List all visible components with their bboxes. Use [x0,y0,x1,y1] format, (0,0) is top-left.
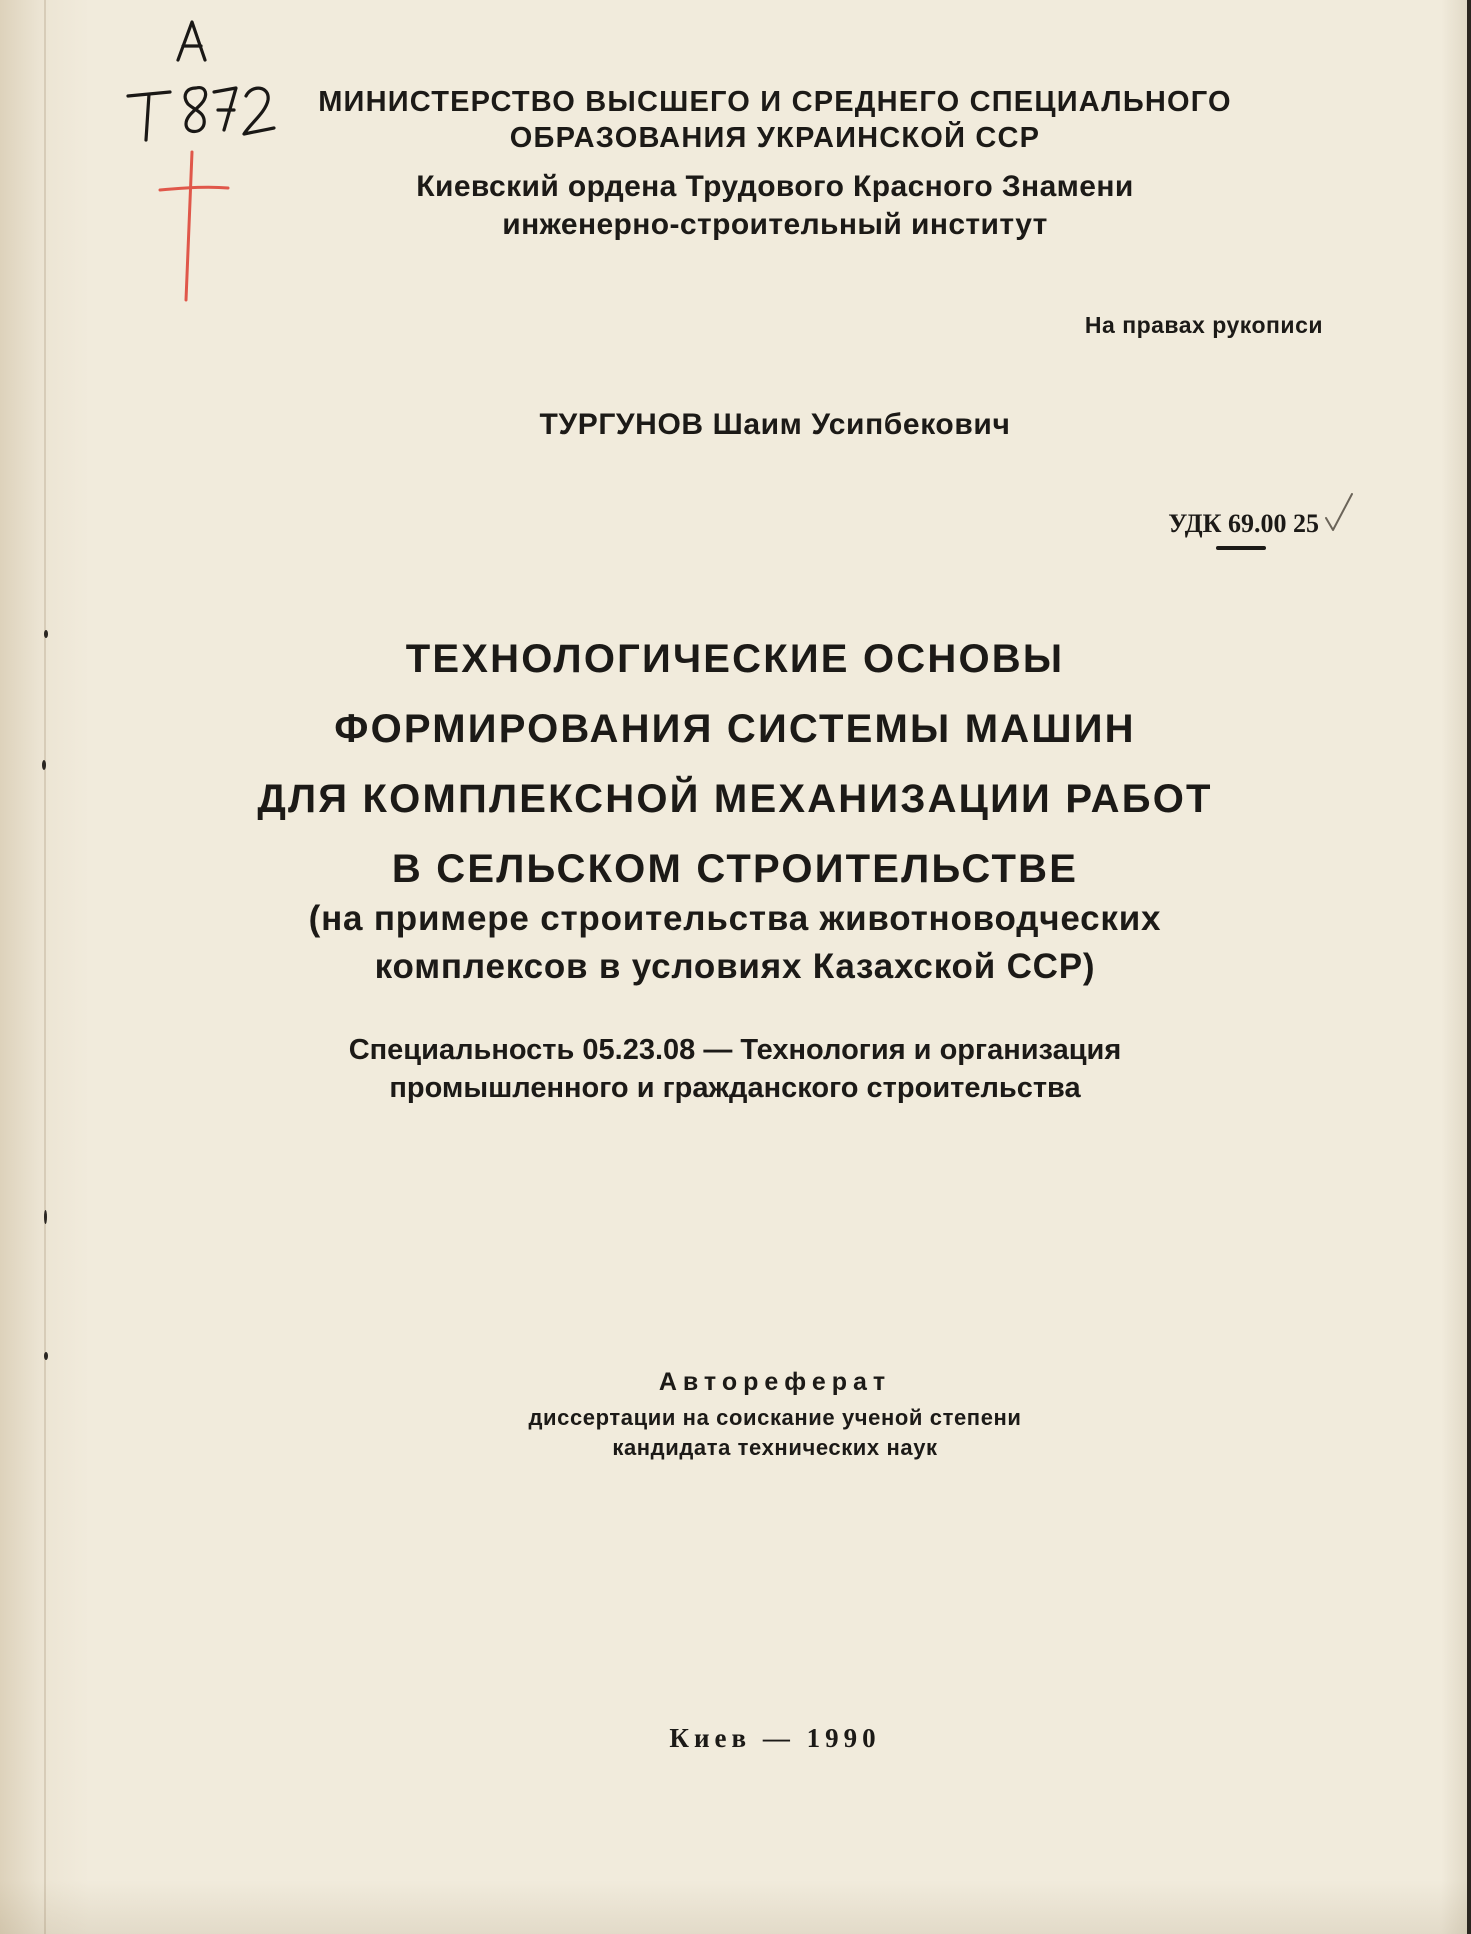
margin-speck [44,1352,48,1360]
abstract-line-2: кандидата технических наук [612,1435,938,1460]
handwritten-shelfmark [0,0,320,320]
author-name: ТУРГУНОВ Шаим Усипбекович [539,408,1011,441]
abstract-line-1: диссертации на соискание ученой степени [528,1405,1022,1430]
title-line: ФОРМИРОВАНИЯ СИСТЕМЫ МАШИН [334,707,1136,751]
udk-label: УДК [1168,509,1222,538]
udk-handwritten-underline [1216,546,1266,550]
title-line: ДЛЯ КОМПЛЕКСНОЙ МЕХАНИЗАЦИИ РАБОТ [257,777,1213,821]
dissertation-subtitle [150,895,1320,991]
institute-line-2: инженерно-строительный институт [502,208,1048,241]
specialty-note [150,1031,1320,1107]
udk-code [1168,509,1319,539]
city-year: Киев — 1990 [669,1723,881,1753]
subtitle-line: комплексов в условиях Казахской ССР) [374,947,1096,986]
specialty-line: промышленного и гражданского строительства [389,1072,1081,1104]
abstract-title: Автореферат [658,1368,892,1396]
ministry-line-1: МИНИСТЕРСТВО ВЫСШЕГО И СРЕДНЕГО СПЕЦИАЛЬНОГО [318,86,1232,118]
ministry-heading [300,84,1250,156]
udk-number: 69.00 25 [1228,509,1319,538]
title-line: В СЕЛЬСКОМ СТРОИТЕЛЬСТВЕ [391,847,1079,891]
title-line: ТЕХНОЛОГИЧЕСКИЕ ОСНОВЫ [405,637,1065,681]
page-edge [1467,0,1471,1934]
ministry-line-2: ОБРАЗОВАНИЯ УКРАИНСКОЙ ССР [509,122,1041,154]
subtitle-line: (на примере строительства животноводческих [308,899,1162,938]
abstract-description [300,1403,1250,1463]
specialty-line: Специальность 05.23.08 — Технология и организация [348,1034,1122,1066]
margin-speck [44,630,48,638]
dissertation-title [150,624,1320,904]
institute-heading [300,168,1250,244]
margin-speck [42,760,46,770]
margin-speck [44,1210,47,1224]
manuscript-note: На правах рукописи [1084,312,1323,338]
checkmark-icon [1320,488,1360,538]
institute-line-1: Киевский ордена Трудового Красного Знамени [416,170,1134,203]
